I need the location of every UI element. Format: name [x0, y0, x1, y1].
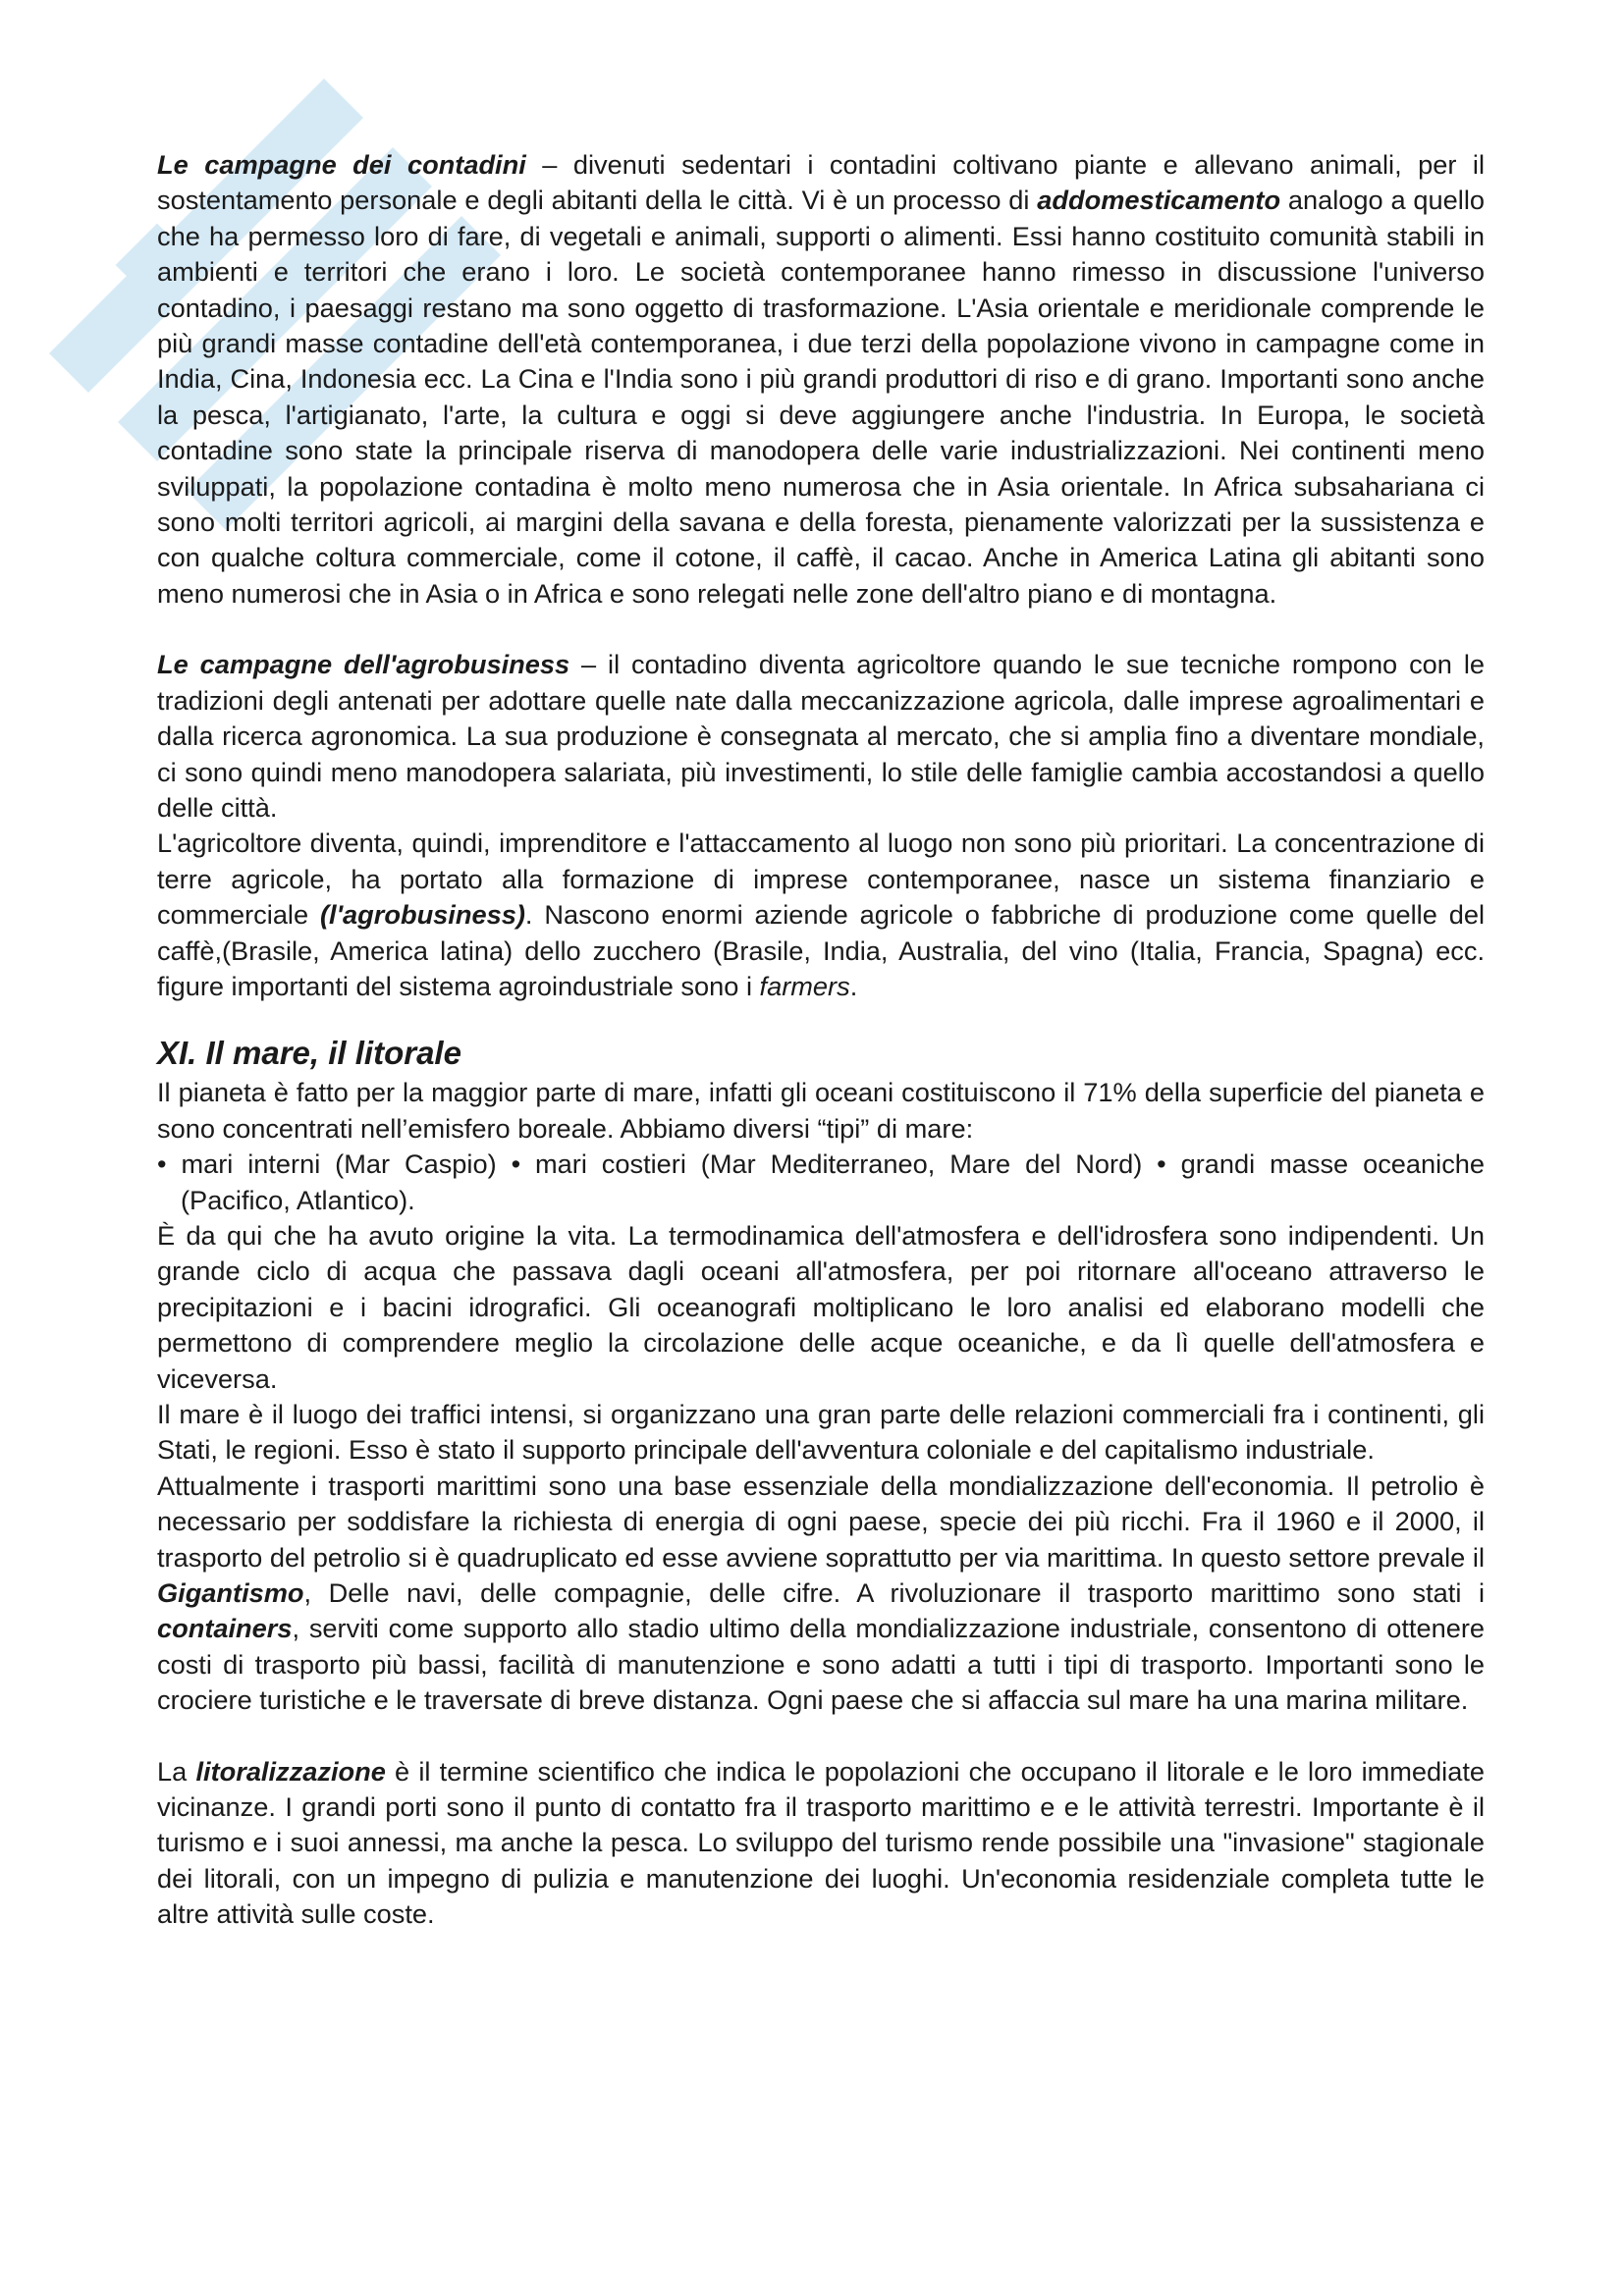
text-fragment: analogo a quello che ha permesso loro di fare, di vegetali e animali, supporti o alimenti. Essi hanno costituito comunità stabili in ambienti e territori che erano i loro. Le società contemporanee hanno rimesso in discussione l'universo contadino, i paesaggi restano ma sono oggetto di trasformazione. L'Asia orientale e meridionale comprende le più grandi masse contadine dell'età contemporanea, i due terzi della popolazione vivono in campagne come in India, Cina, Indonesia ecc. La Cina e l'India sono i più grandi produttori di riso e di grano. Importanti sono anche la pesca, l'artigianato, l'arte, la cultura e oggi si deve aggiungere anche l'industria. In Europa, le società contadine sono state la principale riserva di manodopera delle varie industrializzazioni. Nei continenti meno sviluppati, la popolazione contadina è molto meno numerosa che in Asia orientale. In Africa subsahariana ci sono molti territori agricoli, ai margini della savana e della foresta, pienamente valorizzati per la sussistenza e con qualche coltura commerciale, come il cotone, il caffè, il cacao. Anche in America Latina gli abitanti sono meno numerosi che in Asia o in Africa e sono relegati nelle zone dell'altro piano e di montagna.: [157, 185, 1485, 609]
paragraph-origine-vita: È da qui che ha avuto origine la vita. La termodinamica dell'atmosfera e dell'idrosfera sono indipendenti. Un grande ciclo di acqua che passava dagli oceani all'atmosfera, per poi ritornare all'oceano attraverso le precipitazioni e i bacini idrografici. Gli oceanografi moltiplicano le loro analisi ed elaborano modelli che permettono di comprendere meglio la circolazione delle acque oceaniche, e da lì quelle dell'atmosfera e viceversa.: [157, 1219, 1485, 1394]
list-item: grandi masse oceaniche (Pacifico, Atlantico).: [181, 1148, 1486, 1215]
term-gigantismo: Gigantismo: [157, 1577, 304, 1609]
paragraph-agricoltore: [157, 826, 1485, 1004]
paragraph-spacer: [157, 612, 1485, 647]
term-farmers: farmers: [759, 970, 850, 1001]
text-fragment: , Delle navi, delle compagnie, delle cifre. A rivoluzionare il trasporto marittimo sono stati i: [303, 1577, 1485, 1609]
text-fragment: è il termine scientifico che indica le popolazioni che occupano il litorale e le loro immediate vicinanze. I grandi porti sono il punto di contatto fra il trasporto marittimo e e le attività terrestri. Importante è il turismo e i suoi annessi, ma anche la pesca. Lo sviluppo del turismo rende possibile una "invasione" stagionale dei litorali, con un impegno di pulizia e manutenzione dei luoghi. Un'economia residenziale completa tutte le altre attività sulle coste.: [157, 1755, 1485, 1930]
paragraph-spacer: [157, 1719, 1485, 1754]
text-fragment: . Nascono enormi aziende agricole o fabbriche di produzione come quelle del caffè,(Brasile, America latina) dello zucchero (Brasile, India, Australia, del vino (Italia, Francia, Spagna) ecc. figure importanti del sistema agroindustriale sono i: [157, 899, 1485, 1001]
paragraph-mare-intro: Il pianeta è fatto per la maggior parte di mare, infatti gli oceani costituiscono il 71% della superficie del pianeta e sono concentrati nell’emisfero boreale. Abbiamo diversi “tipi” di mare:: [157, 1077, 1485, 1144]
term-addomesticamento: addomesticamento: [1037, 185, 1281, 216]
document-page: [157, 147, 1485, 1933]
section-heading-mare: XI. Il mare, il litorale: [157, 1035, 461, 1072]
text-fragment: Attualmente i trasporti marittimi sono una base essenziale della mondializzazione dell'economia. Il petrolio è necessario per soddisfare la richiesta di energia di ogni paese, specie dei più ricchi. Fra il 1960 e il 2000, il trasporto del petrolio si è quadruplicato ed esse avviene soprattutto per via marittima. In questo settore prevale il: [157, 1469, 1485, 1573]
term-campagne-agrobusiness: Le campagne dell'agrobusiness: [157, 649, 570, 680]
bullet-icon: •: [1157, 1148, 1181, 1180]
text-fragment: L'agricoltore diventa, quindi, imprenditore e l'attaccamento al luogo non sono più prioritari. La concentrazione di terre agricole, ha portato alla formazione di imprese contemporanee, nasce un sistema finanziario e commerciale: [157, 828, 1485, 931]
text-fragment: .: [849, 970, 858, 1001]
section-spacer: [157, 1004, 1485, 1032]
text-fragment: La: [157, 1755, 196, 1787]
bullet-icon: •: [511, 1148, 535, 1180]
paragraph-trasporti: [157, 1468, 1485, 1719]
paragraph-agrobusiness: [157, 647, 1485, 826]
term-litoralizzazione: litoralizzazione: [195, 1755, 386, 1787]
term-agrobusiness: (l'agrobusiness): [319, 899, 525, 931]
text-fragment: – divenuti sedentari i contadini coltivano piante e allevano animali, per il sostentamento personale e degli abitanti della le città. Vi è un processo di: [157, 149, 1485, 216]
bullet-icon: •: [157, 1148, 182, 1180]
term-campagne-contadini: Le campagne dei contadini: [157, 149, 526, 180]
term-containers: containers: [157, 1613, 293, 1644]
bullet-list-tipi-mare: [157, 1147, 1485, 1218]
list-item: mari costieri (Mar Mediterraneo, Mare del Nord): [535, 1148, 1143, 1180]
paragraph-litoralizzazione: [157, 1754, 1485, 1933]
list-item: mari interni (Mar Caspio): [181, 1148, 497, 1180]
paragraph-traffici: Il mare è il luogo dei traffici intensi, si organizzano una gran parte delle relazioni commerciali fra i continenti, gli Stati, le regioni. Esso è stato il supporto principale dell'avventura coloniale e del capitalismo industriale.: [157, 1399, 1485, 1466]
paragraph-campagne-contadini: [157, 147, 1485, 612]
text-fragment: , serviti come supporto allo stadio ultimo della mondializzazione industriale, consentono di ottenere costi di trasporto più bassi, facilità di manutenzione e sono adatti a tutti i tipi di trasporto. Importanti sono le crociere turistiche e le traversate di breve distanza. Ogni paese che si affaccia sul mare ha una marina militare.: [157, 1613, 1485, 1716]
text-fragment: – il contadino diventa agricoltore quando le sue tecniche rompono con le tradizioni degli antenati per adottare quelle nate dalla meccanizzazione agricola, dalle imprese agroalimentari e dalla ricerca agronomica. La sua produzione è consegnata al mercato, che si amplia fino a diventare mondiale, ci sono quindi meno manodopera salariata, più investimenti, lo stile delle famiglie cambia accostandosi a quello delle città.: [157, 649, 1485, 823]
